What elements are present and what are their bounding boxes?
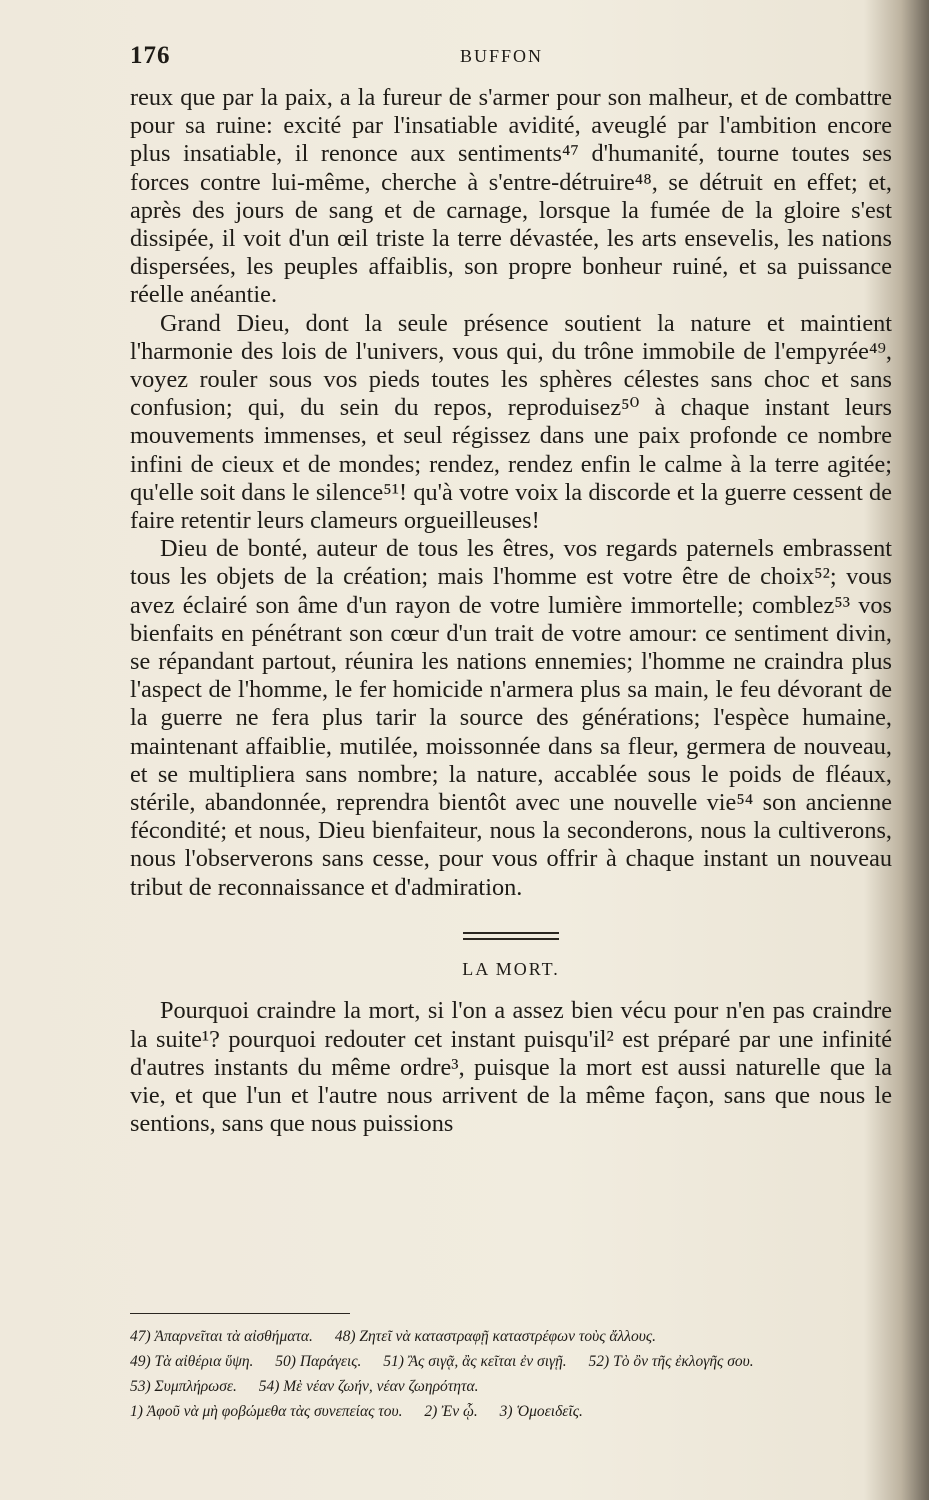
- footnote: 54) Μὲ νέαν ζωήν, νέαν ζωηρότητα.: [258, 1378, 479, 1395]
- footnote: 48) Ζητεῖ νὰ καταστραφῇ καταστρέφων τοὺς ἄλλους.: [334, 1328, 656, 1345]
- paragraph: reux que par la paix, a la fureur de s'armer pour son malheur, et de combattre pour sa ruine: excité par l'insatiable avidité, aveuglé par l'ambition encore plus insatiable, il renonce aux sentiments⁴⁷ d'humanité, tourne toutes ses forces contre lui-même, cherche à s'entre-détruire⁴⁸, se détruit en effet; et, après des jours de sang et de carnage, lorsque la fumée de la gloire s'est dissipée, il voit d'un œil triste la terre dévastée, les arts ensevelis, les nations dispersées, les peuples affaiblis, son propre bonheur ruiné, et sa puissance réelle anéantie.: [130, 84, 892, 309]
- footnote: 53) Συμπλήρωσε.: [130, 1378, 237, 1395]
- section-divider: [130, 919, 892, 947]
- section-title: LA MORT.: [462, 959, 560, 980]
- footnote: 2) Ἐν ᾧ.: [424, 1403, 478, 1420]
- page-number: 176: [130, 42, 171, 69]
- footnotes: [130, 1324, 892, 1424]
- body-text: [130, 84, 892, 1138]
- paragraph: Grand Dieu, dont la seule présence soutient la nature et maintient l'harmonie des lois de l'univers, vous qui, du trône immobile de l'empyrée⁴⁹, voyez rouler sous vos pieds toutes les sphères célestes sans choc et sans confusion; qui, du sein du repos, reproduisez⁵⁰ à chaque instant leurs mouvements immenses, et seul régissez dans une paix profonde ce nombre infini de cieux et de mondes; rendez, rendez enfin le calme à la terre agitée; qu'elle soit dans le silence⁵¹! qu'à votre voix la discorde et la guerre cessent de faire retentir leurs clameurs orgueilleuses!: [130, 309, 892, 535]
- footnote: 52) Τὸ ὂν τῆς ἐκλογῆς σου.: [588, 1353, 754, 1370]
- footnote: 47) Ἀπαρνεῖται τὰ αἰσθήματα.: [130, 1328, 313, 1345]
- footnote-line: [130, 1324, 892, 1349]
- footnote-line: [130, 1349, 892, 1374]
- footnote-line: [130, 1399, 892, 1424]
- paragraph: Dieu de bonté, auteur de tous les êtres, vos regards paternels embrassent tous les objets de la création; mais l'homme est votre être de choix⁵²; vous avez éclairé son âme d'un rayon de votre lumière immortelle; comblez⁵³ vos bienfaits en pénétrant son cœur d'un trait de votre amour: ce sentiment divin, se répandant partout, réunira les nations ennemies; l'homme ne craindra plus l'aspect de l'homme, le fer homicide n'armera plus sa main, le feu dévorant de la guerre ne fera plus tarir la source des générations; l'espèce humaine, maintenant affaiblie, mutilée, moissonnée dans sa fleur, germera de nouveau, et se multipliera sans nombre; la nature, accablée sous le poids de fléaux, stérile, abandonnée, reprendra bientôt avec une nouvelle vie⁵⁴ son ancienne fécondité; et nous, Dieu bienfaiteur, nous la seconderons, nous la cultiverons, nous l'observerons sans cesse, pour vous offrir à chaque instant un nouveau tribut de reconnaissance et d'admiration.: [130, 535, 892, 901]
- footnote: 51) Ἂς σιγᾷ, ἂς κεῖται ἐν σιγῇ.: [383, 1353, 567, 1370]
- footnote-rule: [130, 1313, 350, 1314]
- footnote: 3) Ὁμοειδεῖς.: [499, 1403, 583, 1420]
- footnote: 50) Παράγεις.: [275, 1353, 362, 1370]
- paragraph: Pourquoi craindre la mort, si l'on a assez bien vécu pour n'en pas craindre la suite¹? pourquoi redouter cet instant puisqu'il² est préparé par une infinité d'autres instants du même ordre³, puisque la mort est aussi naturelle que la vie, et que l'un et l'autre nous arrivent de la même façon, sans que nous le sentions, sans que nous puissions: [130, 997, 892, 1138]
- page-header: [130, 42, 890, 76]
- footnote: 49) Τὰ αἰθέρια ὕψη.: [130, 1353, 254, 1370]
- footnote: 1) Ἀφοῦ νὰ μὴ φοβώμεθα τὰς συνεπείας του.: [130, 1403, 403, 1420]
- double-rule: [463, 932, 559, 940]
- footnote-line: [130, 1374, 892, 1399]
- running-title: BUFFON: [460, 46, 544, 66]
